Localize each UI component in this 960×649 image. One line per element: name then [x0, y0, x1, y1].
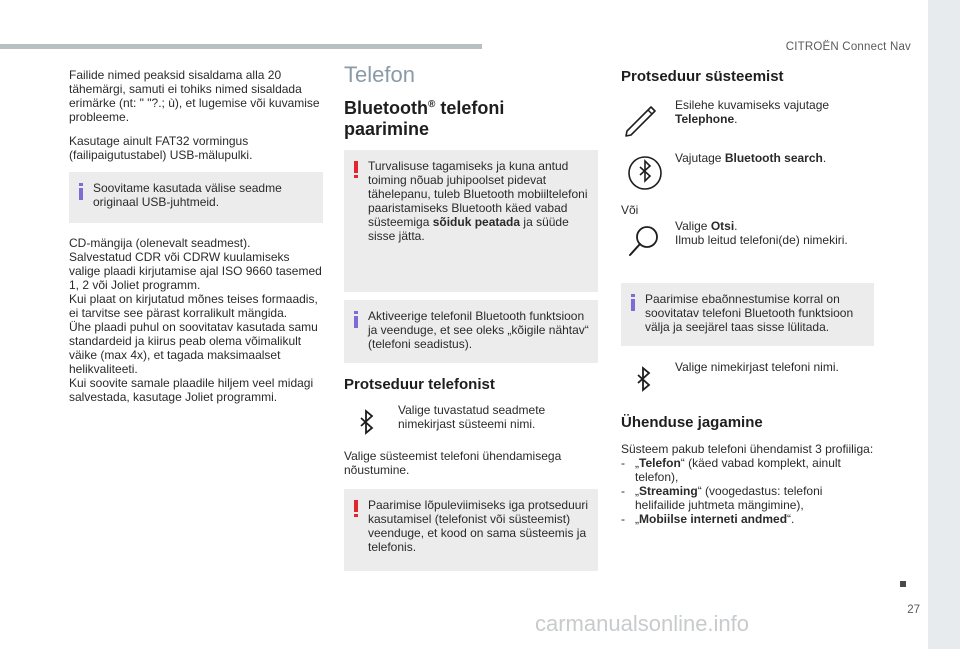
- column-system: [621, 68, 874, 526]
- list-item: [621, 456, 874, 484]
- step2-c: .: [822, 151, 827, 165]
- info-icon: [79, 183, 83, 200]
- list-item: [621, 484, 874, 512]
- li2-a: „: [635, 484, 639, 498]
- step2-bold: Bluetooth search: [724, 151, 823, 165]
- li1-bold: Telefon: [639, 456, 681, 470]
- info-icon: [354, 311, 358, 328]
- paragraph-accept: Valige süsteemist telefoni ühendamisega nõustumine.: [344, 449, 562, 477]
- list-item-text: [635, 484, 874, 512]
- paragraph-filenames: Failide nimed peaksid sisaldama alla 20 tähemärgi, samuti ei tohiks nimed sisaldada erimärke (nt: " "?.; ù), et lugemise või kuvamise probleeme.: [69, 68, 320, 124]
- li3-bold: Mobiilse interneti andmed: [639, 512, 788, 526]
- step-telephone: [621, 98, 874, 138]
- step-select-phone: [621, 360, 874, 400]
- pairing-title-a: Bluetooth: [344, 98, 428, 118]
- list-item: [621, 512, 874, 526]
- share-intro: Süsteem pakub telefoni ühendamist 3 profiiliga:: [621, 442, 874, 456]
- bluetooth-icon: [621, 360, 665, 404]
- step2-a: Vajutage: [675, 151, 725, 165]
- pairing-title-c: paarimine: [344, 119, 430, 139]
- paragraph-cdr: Salvestatud CDR või CDRW kuulamiseks valige plaadi kirjutamise ajal ISO 9660 tasemed 1, 2 või Joliet programm.: [69, 250, 322, 292]
- warning-note-code: [344, 489, 598, 571]
- info-note-text: Paarimise ebaõnnestumise korral on soovitatav telefoni Bluetooth funktsioon välja ja seejärel taas sisse lülitada.: [645, 292, 854, 334]
- registered-mark: ®: [427, 99, 436, 110]
- paragraph-standards: Ühe plaadi puhul on soovitatav kasutada samu standardeid ja kiirus peab olema võimalikult väike (max 4x), et tagada maksimaalset helikvaliteeti.: [69, 320, 318, 376]
- step3-a: Valige: [675, 219, 711, 233]
- info-note-text: Aktiveerige telefonil Bluetooth funktsioon ja veenduge, et see oleks „kõigile nähtav“ (telefoni seadistus).: [368, 309, 589, 351]
- bluetooth-icon: [344, 403, 388, 447]
- step3-c: .: [734, 219, 738, 233]
- list-dash: -: [621, 512, 625, 526]
- warn-text-bold: sõiduk peatada: [432, 215, 521, 229]
- li1-c: “ (käed vabad komplekt, ainult telefon),: [635, 456, 841, 484]
- column-telefon: [344, 62, 598, 571]
- step1-a: Esilehe kuvamiseks vajutage: [675, 98, 830, 112]
- page-edge-strip: [928, 0, 960, 649]
- step-text: [675, 98, 874, 126]
- info-note-retry: [621, 283, 874, 346]
- procedure-phone-title: Protseduur telefonist: [344, 376, 495, 393]
- top-rule: [0, 44, 482, 49]
- step1-c: .: [734, 112, 738, 126]
- watermark: carmanualsonline.info: [535, 611, 750, 636]
- share-title: Ühenduse jagamine: [621, 414, 763, 431]
- li3-a: „: [635, 512, 639, 526]
- step3-bold: Otsi: [710, 219, 735, 233]
- paragraph-fat32: Kasutage ainult FAT32 vormingus (failipaigutustabel) USB-mälupulki.: [69, 134, 253, 162]
- li3-c: “.: [787, 512, 795, 526]
- step-text: Valige nimekirjast telefoni nimi.: [675, 360, 839, 374]
- page-number: 27: [907, 604, 920, 616]
- list-item-text: [635, 456, 874, 484]
- warning-icon: [354, 500, 358, 517]
- step-bluetooth-search: [621, 151, 874, 191]
- step-text: Valige tuvastatud seadmete nimekirjast süsteemi nimi.: [398, 403, 546, 431]
- or-label: Või: [621, 203, 639, 217]
- paragraph-format: Kui plaat on kirjutatud mõnes teises formaadis, ei tarvitse see pärast korralikult mängida.: [69, 292, 318, 320]
- list-item-text: [635, 512, 794, 526]
- info-note-visible: [344, 300, 598, 363]
- li2-bold: Streaming: [639, 484, 698, 498]
- info-note-text: Soovitame kasutada välise seadme originaal USB-juhtmeid.: [93, 181, 282, 209]
- step-text: [675, 151, 874, 165]
- list-dash: -: [621, 456, 625, 470]
- bluetooth-circle-icon: [621, 151, 665, 195]
- pairing-title: [344, 98, 598, 140]
- search-icon: [621, 219, 665, 263]
- list-dash: -: [621, 484, 625, 498]
- pencil-icon: [621, 98, 665, 142]
- step1-bold: Telephone: [675, 112, 735, 126]
- column-usb-cd: [69, 68, 323, 404]
- warning-note-text: [368, 159, 589, 243]
- info-icon: [631, 294, 635, 311]
- info-note-usb-cable: [69, 172, 323, 223]
- section-title: Telefon: [344, 62, 415, 87]
- warning-note-safety: [344, 150, 598, 292]
- brand-header: CITROËN Connect Nav: [785, 41, 911, 53]
- step-text: [675, 219, 874, 247]
- procedure-system-title: Protseduur süsteemist: [621, 68, 784, 85]
- warn-text-c: ja süüde sisse jätta.: [368, 215, 569, 243]
- paragraph-joliet: Kui soovite samale plaadile hiljem veel midagi salvestada, kasutage Joliet programmi.: [69, 376, 314, 404]
- pairing-title-b: telefoni: [435, 98, 505, 118]
- warning-note-text: Paarimise lõpuleviimiseks iga protseduuri kasutamisel (telefonist või süsteemist) veenduge, et kood on sama süsteemis ja telefonis.: [368, 498, 589, 554]
- step3-d: Ilmub leitud telefoni(de) nimekiri.: [675, 233, 848, 247]
- li1-a: „: [635, 456, 639, 470]
- paragraph-cd-player: CD-mängija (olenevalt seadmest).: [69, 236, 251, 250]
- step-select-system: [344, 403, 598, 443]
- step-otsi: [621, 219, 874, 259]
- warn-text-a: Turvalisuse tagamiseks ja kuna antud toiming nõuab juhipoolset pidevat tähelepanu, tuleb Bluetooth mobiiltelefoni paaristamiseks Bluetooth käed vabad süsteemiga: [368, 159, 588, 229]
- li2-c: “ (voogedastus: telefoni helifailide juhtmeta mängimine),: [635, 484, 823, 512]
- warning-icon: [354, 161, 358, 178]
- end-marker: [900, 581, 906, 587]
